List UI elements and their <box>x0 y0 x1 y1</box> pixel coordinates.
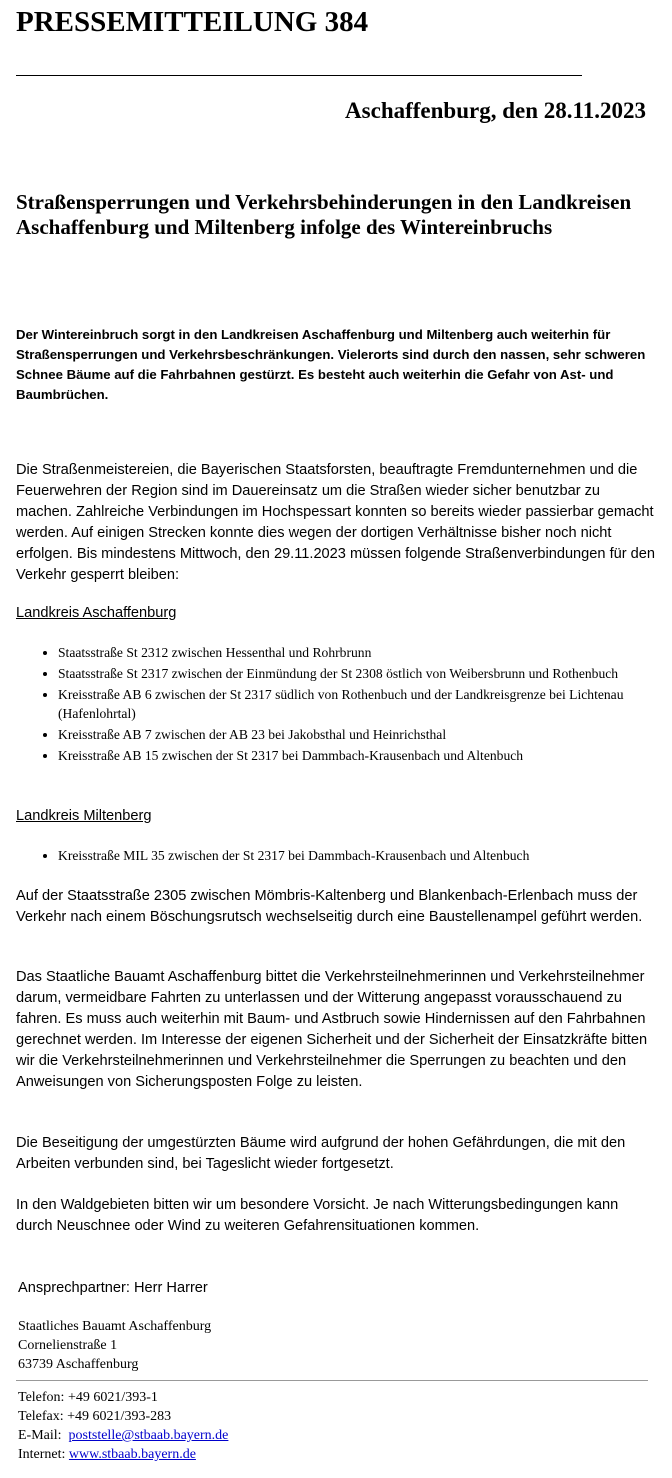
road-closure-list-aschaffenburg <box>16 643 636 767</box>
forest-caution-paragraph: In den Waldgebieten bitten wir um besondere Vorsicht. Je nach Witterungsbedingungen kann durch Neuschnee oder Wind zu weiteren Gefahrensituationen kommen. <box>16 1197 619 1234</box>
request-paragraph: Das Staatliche Bauamt Aschaffenburg bittet die Verkehrsteilnehmerinnen und Verkehrsteilnehmer darum, vermeidbare Fahrten zu unterlassen und der Witterung angepasst vorausschauend zu fahren. Es muss auch weiterhin mit Baum- und Astbruch sowie Hindernissen auf den Fahrbahnen gerechnet werden. Im Interesse der eigenen Sicherheit und der Sicherheit der Einsatzkräfte bitten wir die Verkehrsteilnehmerinnen und Verkehrsteilnehmer die Sperrungen zu beachten und den Anweisungen von Sicherungsposten Folge zu leisten. <box>16 969 648 1090</box>
road-closure-list-miltenberg <box>16 846 636 867</box>
list-item: • Kreisstraße AB 6 zwischen der St 2317 südlich von Rothenbuch und der Landkreisgrenze bei Lichtenau (Hafenlohrtal) <box>58 685 636 723</box>
district-heading-aschaffenburg: Landkreis Aschaffenburg <box>16 605 177 621</box>
website-link[interactable]: www.stbaab.bayern.de <box>68 1447 196 1462</box>
slope-slip-paragraph: Auf der Staatsstraße 2305 zwischen Mömbris-Kaltenberg und Blankenbach-Erlenbach muss der Verkehr nach einem Böschungsrutsch wechselseitig durch eine Baustellenampel geführt werden. <box>16 888 643 925</box>
contact-person: Ansprechpartner: Herr Harrer <box>18 1280 208 1296</box>
fax-number: Telefax: +49 6021/393-283 <box>18 1409 172 1424</box>
list-item: • Kreisstraße AB 15 zwischen der St 2317 bei Dammbach-Krausenbach und Altenbuch <box>58 746 636 765</box>
intro-paragraph: Die Straßenmeistereien, die Bayerischen Staatsforsten, beauftragte Fremdunternehmen und die Feuerwehren der Region sind im Dauereinsatz um die Straßen wieder sicher benutzbar zu machen. Zahlreiche Verbindungen im Hochspessart konnten so bereits wieder passierbar gemacht werden. Auf einigen Strecken konnte dies wegen der dortigen Verhältnisse bisher noch nicht erfolgen. Bis mindestens Mittwoch, den 29.11.2023 müssen folgende Straßenverbindungen für den Verkehr gesperrt bleiben: <box>16 462 656 583</box>
phone-number: Telefon: +49 6021/393-1 <box>18 1390 158 1405</box>
website-label: Internet: <box>18 1447 66 1462</box>
email-row <box>18 1426 228 1445</box>
email-label: E-Mail: <box>18 1428 62 1443</box>
contact-details <box>18 1388 228 1464</box>
tree-removal-paragraph: Die Beseitigung der umgestürzten Bäume wird aufgrund der hohen Gefährdungen, die mit den Arbeiten verbunden sind, bei Tageslicht wieder fortgesetzt. <box>16 1135 626 1172</box>
headline: Straßensperrungen und Verkehrsbehinderungen in den Landkreisen Aschaffenburg und Miltenberg infolge des Wintereinbruchs <box>16 190 632 239</box>
press-release-title: PRESSEMITTEILUNG 384 <box>16 6 369 38</box>
street-address: Cornelienstraße 1 <box>18 1338 118 1353</box>
district-heading-miltenberg: Landkreis Miltenberg <box>16 808 152 824</box>
email-link[interactable]: poststelle@stbaab.bayern.de <box>68 1428 229 1443</box>
lead-paragraph: Der Wintereinbruch sorgt in den Landkreisen Aschaffenburg und Miltenberg auch weiterhin für Straßensperrungen und Verkehrsbeschränkungen. Vielerorts sind durch den nassen, sehr schweren Schnee Bäume auf die Fahrbahnen gestürzt. Es besteht auch weiterhin die Gefahr von Ast- und Baumbrüchen. <box>16 327 646 402</box>
footer-divider <box>16 1380 648 1381</box>
postal-address <box>18 1317 211 1374</box>
city-address: 63739 Aschaffenburg <box>18 1357 139 1372</box>
list-item: • Staatsstraße St 2312 zwischen Hessenthal und Rohrbrunn <box>58 643 636 662</box>
website-row <box>18 1445 228 1464</box>
list-item: • Staatsstraße St 2317 zwischen der Einmündung der St 2308 östlich von Weibersbrunn und Rothenbuch <box>58 664 636 683</box>
list-item: • Kreisstraße AB 7 zwischen der AB 23 bei Jakobsthal und Heinrichsthal <box>58 725 636 744</box>
title-divider <box>16 75 582 76</box>
organization-name: Staatliches Bauamt Aschaffenburg <box>18 1319 212 1334</box>
release-date: Aschaffenburg, den 28.11.2023 <box>345 98 646 123</box>
list-item: • Kreisstraße MIL 35 zwischen der St 2317 bei Dammbach-Krausenbach und Altenbuch <box>58 846 636 865</box>
